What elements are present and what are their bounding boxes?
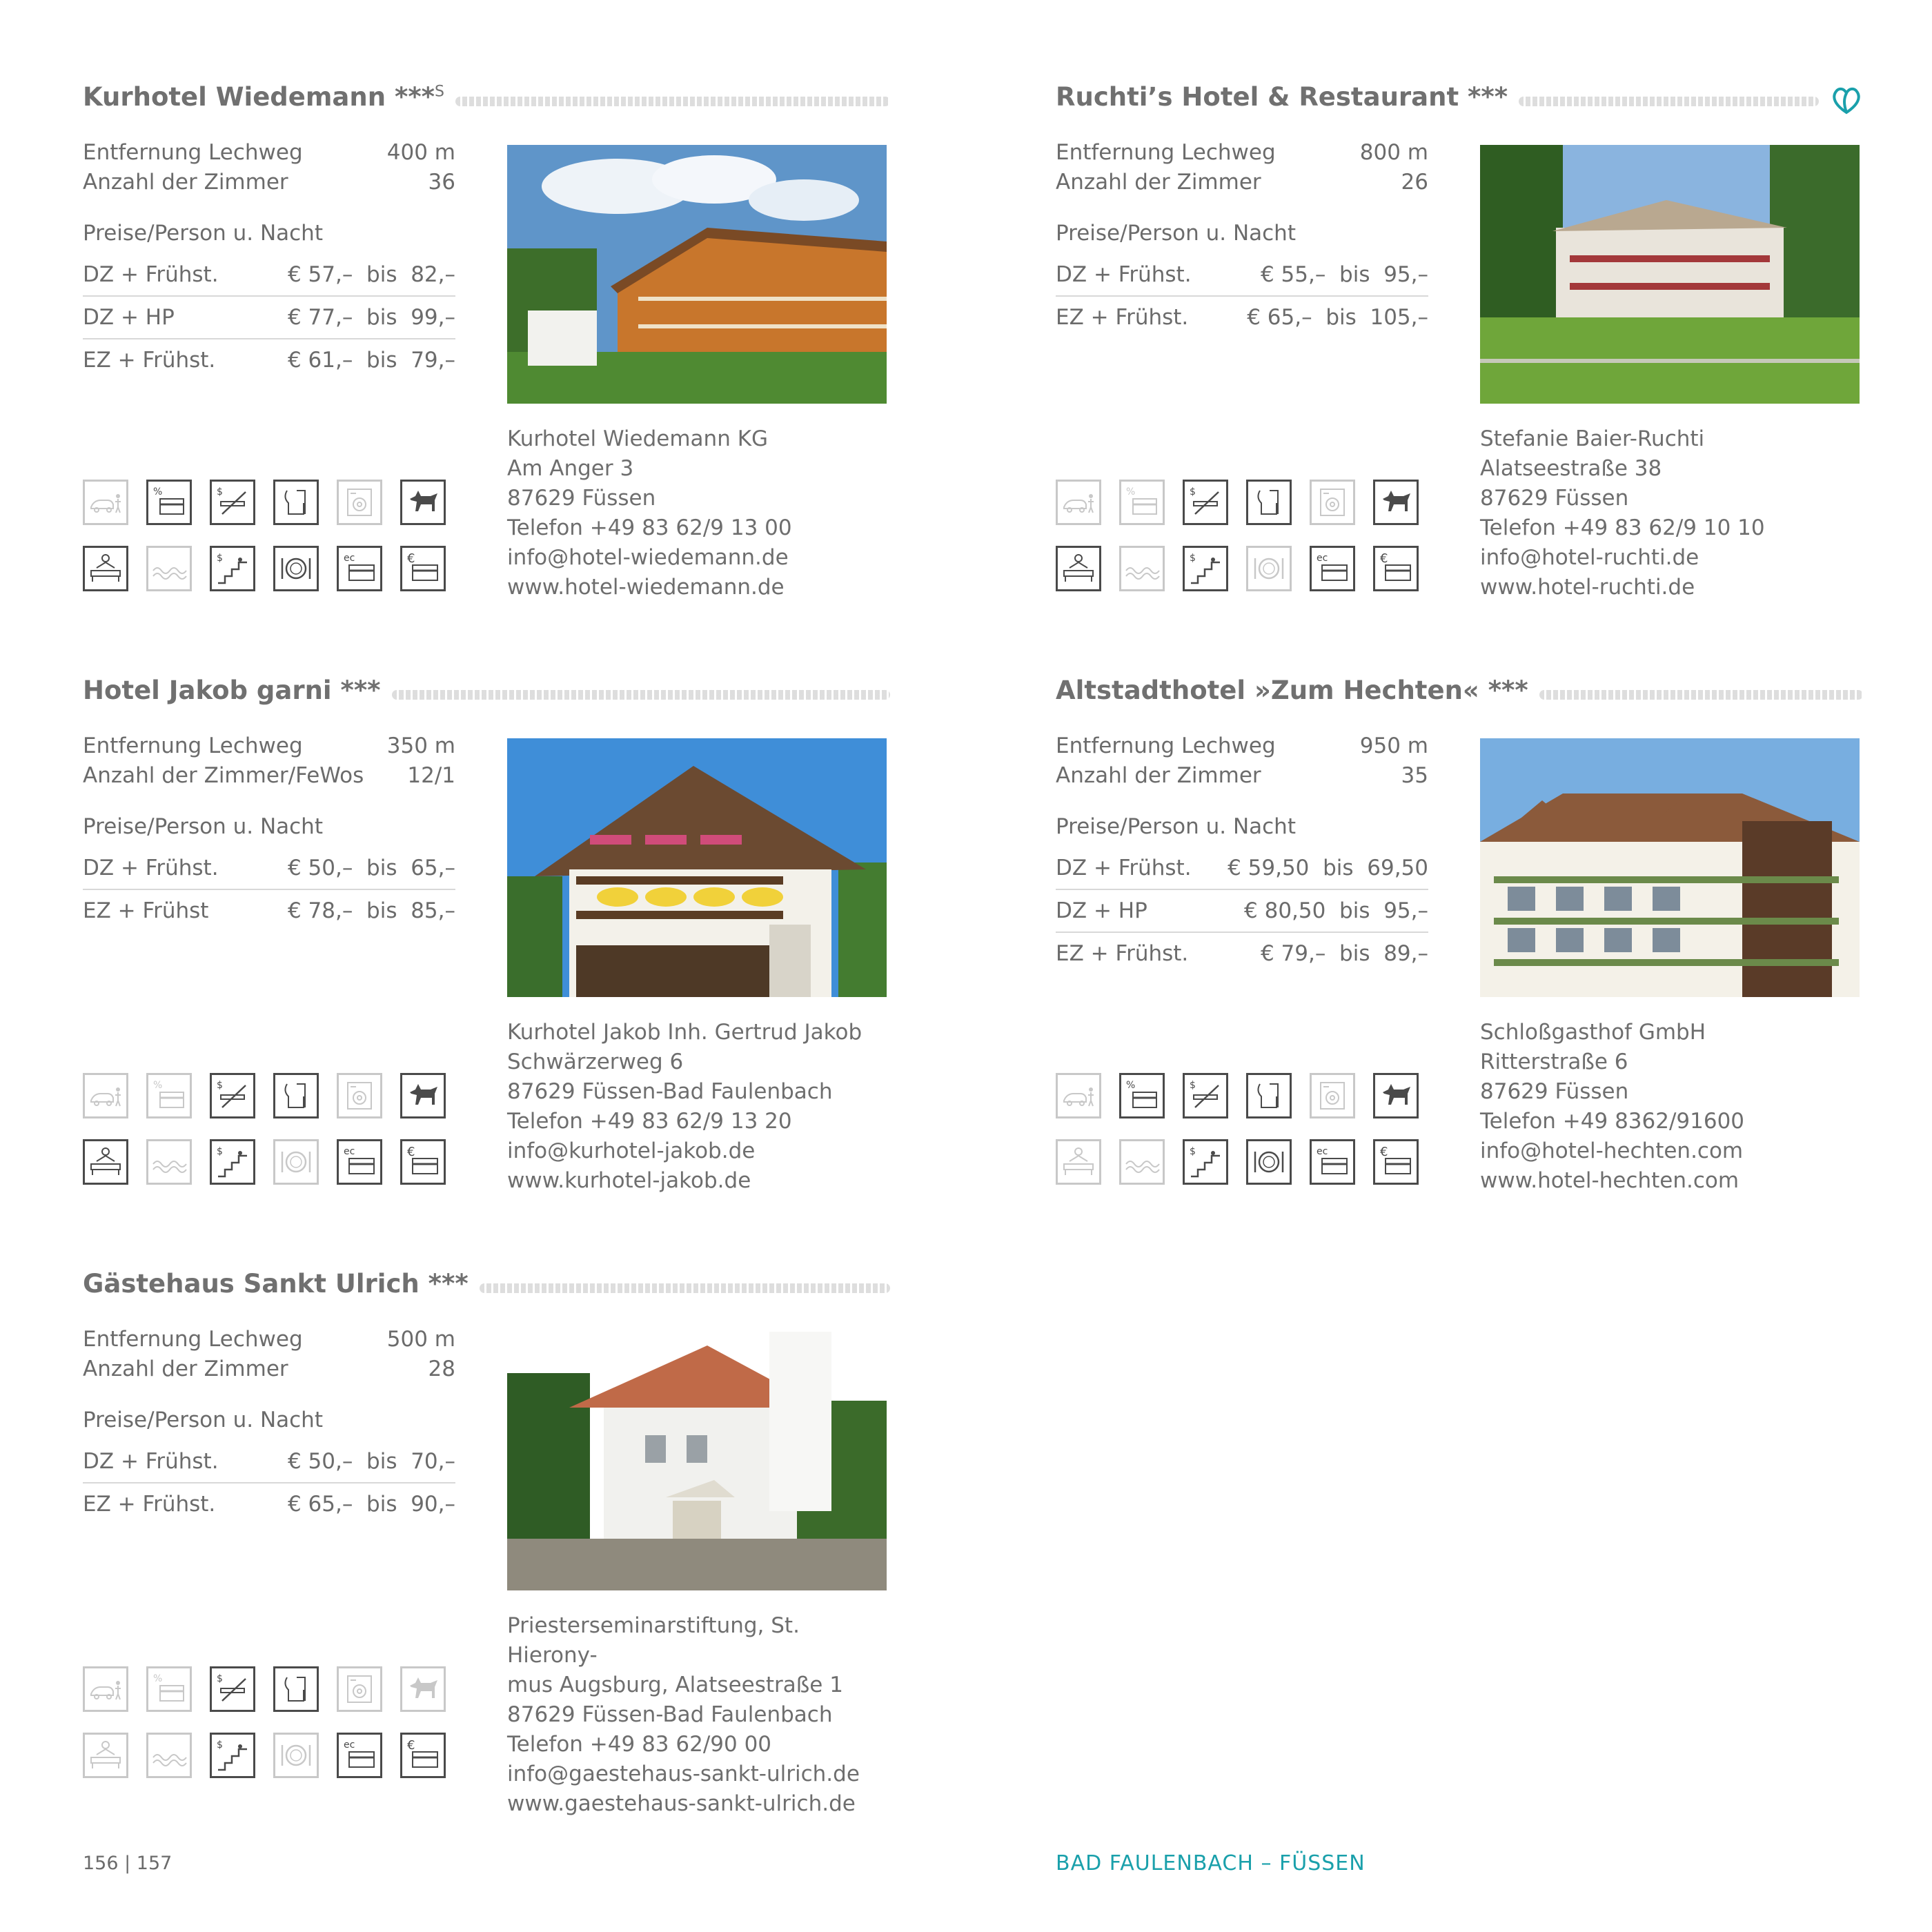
hotel-name bbox=[83, 676, 381, 705]
address-line: Telefon +49 83 62/9 13 00 bbox=[507, 515, 792, 540]
hotel-photo bbox=[507, 738, 887, 997]
price-row bbox=[83, 339, 455, 381]
hotel-card bbox=[1056, 76, 1863, 656]
distance-row bbox=[1056, 731, 1428, 761]
distance-value: 400 m bbox=[386, 140, 455, 165]
hotel-name bbox=[1056, 82, 1508, 112]
non-smoking-icon bbox=[1183, 480, 1228, 525]
wavy-divider bbox=[1539, 690, 1863, 700]
amenity-icon-row bbox=[83, 1073, 459, 1118]
massage-icon bbox=[83, 1139, 128, 1185]
website-link[interactable]: www.hotel-wiedemann.de bbox=[507, 575, 785, 600]
restaurant-icon bbox=[273, 1139, 319, 1185]
stairs-icon bbox=[210, 1139, 255, 1185]
hotel-facts bbox=[83, 138, 455, 197]
hotel-facts bbox=[1056, 731, 1428, 791]
amenity-icons bbox=[1056, 1073, 1432, 1205]
amenity-icon-row bbox=[83, 546, 459, 591]
dog-icon bbox=[1373, 480, 1419, 525]
hotel-name-text: Gästehaus Sankt Ulrich *** bbox=[83, 1268, 469, 1299]
hotel-name-text: Ruchti’s Hotel & Restaurant *** bbox=[1056, 81, 1508, 112]
price-label: EZ + Frühst bbox=[83, 898, 209, 923]
rooms-label: Anzahl der Zimmer/FeWos bbox=[83, 763, 364, 788]
price-row bbox=[1056, 254, 1428, 297]
price-row bbox=[83, 1441, 455, 1483]
rooms-value: 12/1 bbox=[407, 763, 455, 788]
price-table bbox=[1056, 847, 1428, 974]
hotel-title-row bbox=[83, 669, 890, 711]
parking-icon bbox=[83, 1073, 128, 1118]
hotel-rating-superior: S bbox=[435, 83, 444, 101]
distance-row bbox=[83, 731, 455, 761]
rooms-row bbox=[83, 761, 455, 791]
stairs-icon bbox=[210, 546, 255, 591]
address-line: Telefon +49 83 62/9 10 10 bbox=[1480, 515, 1765, 540]
svg-text:%: % bbox=[1126, 1080, 1136, 1091]
price-row bbox=[1056, 890, 1428, 933]
restaurant-icon bbox=[273, 1733, 319, 1778]
rooms-label: Anzahl der Zimmer bbox=[1056, 170, 1261, 195]
prices-heading: Preise/Person u. Nacht bbox=[83, 221, 323, 246]
wellness-icon bbox=[146, 1733, 192, 1778]
hotel-photo bbox=[507, 1332, 887, 1590]
rooms-row bbox=[83, 168, 455, 197]
hotel-card bbox=[1056, 669, 1863, 1249]
address-line: Priesterseminarstiftung, St. Hierony- bbox=[507, 1613, 800, 1668]
svg-text:$: $ bbox=[217, 486, 223, 497]
website-link[interactable]: www.hotel-ruchti.de bbox=[1480, 575, 1695, 600]
non-smoking-icon bbox=[210, 480, 255, 525]
distance-label: Entfernung Lechweg bbox=[83, 1327, 303, 1352]
distance-value: 500 m bbox=[386, 1327, 455, 1352]
svg-text:$: $ bbox=[1190, 553, 1196, 564]
discount-card-icon bbox=[146, 1666, 192, 1712]
restaurant-icon bbox=[273, 546, 319, 591]
heart-icon bbox=[1830, 83, 1863, 117]
washing-machine-icon bbox=[1310, 480, 1355, 525]
price-label: DZ + HP bbox=[1056, 898, 1147, 923]
price-row bbox=[83, 297, 455, 339]
hotel-card bbox=[83, 76, 890, 656]
price-table bbox=[83, 847, 455, 931]
euro-card-icon bbox=[400, 546, 446, 591]
hotel-contact bbox=[507, 1018, 890, 1196]
hotel-facts bbox=[83, 1325, 455, 1384]
address-line: Kurhotel Jakob Inh. Gertrud Jakob bbox=[507, 1020, 862, 1045]
region-label: BAD FAULENBACH – FÜSSEN bbox=[1056, 1851, 1366, 1875]
discount-card-icon bbox=[146, 480, 192, 525]
svg-text:$: $ bbox=[217, 1146, 223, 1157]
dog-icon bbox=[400, 1666, 446, 1712]
price-label: EZ + Frühst. bbox=[1056, 305, 1189, 330]
price-value: € 50,– bis 70,– bbox=[287, 1449, 455, 1474]
address-line: Telefon +49 83 62/9 13 20 bbox=[507, 1109, 792, 1134]
svg-text:€: € bbox=[1380, 1145, 1388, 1159]
ec-card-icon bbox=[1310, 546, 1355, 591]
rooms-row bbox=[1056, 168, 1428, 197]
price-table bbox=[83, 254, 455, 381]
price-label: DZ + Frühst. bbox=[1056, 262, 1192, 287]
drying-room-icon bbox=[273, 480, 319, 525]
hotel-title-row bbox=[83, 76, 890, 117]
rooms-row bbox=[1056, 761, 1428, 791]
address-line: mus Augsburg, Alatseestraße 1 bbox=[507, 1673, 843, 1697]
svg-text:%: % bbox=[153, 486, 163, 497]
svg-text:ec: ec bbox=[1317, 1146, 1328, 1157]
amenity-icon-row bbox=[1056, 1139, 1432, 1185]
hotel-name bbox=[83, 82, 444, 112]
hotel-contact bbox=[507, 424, 890, 602]
stairs-icon bbox=[210, 1733, 255, 1778]
price-row bbox=[1056, 297, 1428, 338]
rooms-value: 28 bbox=[428, 1357, 455, 1381]
amenity-icon-row bbox=[83, 1733, 459, 1778]
price-value: € 65,– bis 105,– bbox=[1247, 305, 1428, 330]
amenity-icon-row bbox=[1056, 480, 1432, 525]
stairs-icon bbox=[1183, 546, 1228, 591]
amenity-icons bbox=[83, 480, 459, 612]
page-numbers: 156 | 157 bbox=[83, 1853, 172, 1874]
address-line: 87629 Füssen bbox=[1480, 486, 1629, 511]
parking-icon bbox=[83, 480, 128, 525]
washing-machine-icon bbox=[337, 480, 382, 525]
non-smoking-icon bbox=[210, 1666, 255, 1712]
address-line: Am Anger 3 bbox=[507, 456, 634, 481]
non-smoking-icon bbox=[1183, 1073, 1228, 1118]
price-label: DZ + HP bbox=[83, 305, 175, 330]
hotel-contact bbox=[1480, 424, 1863, 602]
amenity-icons bbox=[83, 1073, 459, 1205]
parking-icon bbox=[83, 1666, 128, 1712]
address-line: Telefon +49 8362/91600 bbox=[1480, 1109, 1745, 1134]
euro-card-icon bbox=[1373, 546, 1419, 591]
wavy-divider bbox=[480, 1283, 890, 1293]
hotel-photo bbox=[1480, 738, 1860, 997]
price-table bbox=[83, 1441, 455, 1525]
website-link[interactable]: www.gaestehaus-sankt-ulrich.de bbox=[507, 1791, 856, 1816]
hotel-title-row bbox=[1056, 76, 1863, 117]
wellness-icon bbox=[146, 546, 192, 591]
price-value: € 65,– bis 90,– bbox=[287, 1492, 455, 1517]
address-line: Ritterstraße 6 bbox=[1480, 1049, 1628, 1074]
washing-machine-icon bbox=[337, 1666, 382, 1712]
euro-card-icon bbox=[1373, 1139, 1419, 1185]
price-value: € 57,– bis 82,– bbox=[287, 262, 455, 287]
svg-text:$: $ bbox=[217, 1739, 223, 1751]
prices-heading: Preise/Person u. Nacht bbox=[1056, 814, 1296, 839]
amenity-icon-row bbox=[83, 480, 459, 525]
euro-card-icon bbox=[400, 1139, 446, 1185]
price-label: EZ + Frühst. bbox=[83, 1492, 216, 1517]
email-link[interactable]: info@hotel-wiedemann.de bbox=[507, 545, 789, 570]
price-label: EZ + Frühst. bbox=[83, 348, 216, 373]
restaurant-icon bbox=[1246, 1139, 1292, 1185]
wavy-divider bbox=[392, 690, 890, 700]
amenity-icons bbox=[83, 1666, 459, 1799]
price-row bbox=[83, 1483, 455, 1525]
hotel-card bbox=[83, 1263, 890, 1842]
massage-icon bbox=[83, 546, 128, 591]
price-value: € 78,– bis 85,– bbox=[287, 898, 455, 923]
address-line: Telefon +49 83 62/90 00 bbox=[507, 1732, 772, 1757]
rooms-label: Anzahl der Zimmer bbox=[1056, 763, 1261, 788]
price-label: DZ + Frühst. bbox=[83, 262, 219, 287]
svg-text:%: % bbox=[153, 1080, 163, 1091]
amenity-icon-row bbox=[1056, 546, 1432, 591]
hotel-title-row bbox=[83, 1263, 890, 1304]
distance-value: 800 m bbox=[1359, 140, 1428, 165]
massage-icon bbox=[1056, 546, 1101, 591]
price-label: DZ + Frühst. bbox=[83, 1449, 219, 1474]
hotel-name bbox=[1056, 676, 1528, 705]
prices-heading: Preise/Person u. Nacht bbox=[1056, 221, 1296, 246]
rooms-value: 26 bbox=[1401, 170, 1428, 195]
dog-icon bbox=[400, 1073, 446, 1118]
price-value: € 79,– bis 89,– bbox=[1260, 941, 1428, 966]
email-link[interactable]: info@kurhotel-jakob.de bbox=[507, 1138, 756, 1163]
amenity-icon-row bbox=[83, 1666, 459, 1712]
svg-text:$: $ bbox=[1190, 486, 1196, 497]
svg-text:ec: ec bbox=[344, 1739, 355, 1751]
wavy-divider bbox=[455, 97, 890, 106]
svg-text:€: € bbox=[407, 551, 415, 566]
washing-machine-icon bbox=[1310, 1073, 1355, 1118]
svg-text:%: % bbox=[153, 1673, 163, 1684]
price-label: DZ + Frühst. bbox=[83, 856, 219, 880]
drying-room-icon bbox=[1246, 1073, 1292, 1118]
address-line: Schwärzerweg 6 bbox=[507, 1049, 684, 1074]
discount-card-icon bbox=[1119, 1073, 1165, 1118]
svg-text:$: $ bbox=[217, 1673, 223, 1684]
svg-text:€: € bbox=[407, 1145, 415, 1159]
svg-text:€: € bbox=[1380, 551, 1388, 566]
svg-text:$: $ bbox=[217, 1080, 223, 1091]
price-row bbox=[1056, 847, 1428, 890]
prices-heading: Preise/Person u. Nacht bbox=[83, 814, 323, 839]
wavy-divider bbox=[1519, 97, 1819, 106]
svg-text:$: $ bbox=[1190, 1080, 1196, 1091]
amenity-icon-row bbox=[83, 1139, 459, 1185]
hotel-title-row bbox=[1056, 669, 1863, 711]
amenity-icon-row bbox=[1056, 1073, 1432, 1118]
price-value: € 59,50 bis 69,50 bbox=[1228, 856, 1428, 880]
website-link[interactable]: www.hotel-hechten.com bbox=[1480, 1168, 1739, 1193]
massage-icon bbox=[83, 1733, 128, 1778]
rooms-row bbox=[83, 1354, 455, 1384]
hotel-name-text: Kurhotel Wiedemann *** bbox=[83, 81, 435, 112]
price-table bbox=[1056, 254, 1428, 338]
svg-text:$: $ bbox=[1190, 1146, 1196, 1157]
address-line: Schloßgasthof GmbH bbox=[1480, 1020, 1706, 1045]
drying-room-icon bbox=[273, 1666, 319, 1712]
distance-row bbox=[83, 138, 455, 168]
distance-row bbox=[1056, 138, 1428, 168]
parking-icon bbox=[1056, 480, 1101, 525]
address-line: 87629 Füssen bbox=[1480, 1079, 1629, 1104]
drying-room-icon bbox=[1246, 480, 1292, 525]
distance-label: Entfernung Lechweg bbox=[83, 140, 303, 165]
hotel-name-text: Hotel Jakob garni *** bbox=[83, 675, 381, 705]
hotel-name bbox=[83, 1269, 469, 1299]
wellness-icon bbox=[146, 1139, 192, 1185]
ec-card-icon bbox=[337, 1733, 382, 1778]
svg-text:ec: ec bbox=[344, 1146, 355, 1157]
address-line: 87629 Füssen-Bad Faulenbach bbox=[507, 1079, 833, 1104]
dog-icon bbox=[400, 480, 446, 525]
restaurant-icon bbox=[1246, 546, 1292, 591]
ec-card-icon bbox=[337, 1139, 382, 1185]
svg-text:%: % bbox=[1126, 486, 1136, 497]
price-row bbox=[83, 890, 455, 931]
dog-icon bbox=[1373, 1073, 1419, 1118]
hotel-contact bbox=[507, 1611, 890, 1819]
wellness-icon bbox=[1119, 1139, 1165, 1185]
price-value: € 50,– bis 65,– bbox=[287, 856, 455, 880]
svg-text:ec: ec bbox=[344, 553, 355, 564]
hotel-name-text: Altstadthotel »Zum Hechten« *** bbox=[1056, 675, 1528, 705]
email-link[interactable]: info@gaestehaus-sankt-ulrich.de bbox=[507, 1762, 860, 1786]
address-line: 87629 Füssen bbox=[507, 486, 656, 511]
drying-room-icon bbox=[273, 1073, 319, 1118]
stairs-icon bbox=[1183, 1139, 1228, 1185]
price-value: € 77,– bis 99,– bbox=[287, 305, 455, 330]
rooms-value: 35 bbox=[1401, 763, 1428, 788]
wellness-icon bbox=[1119, 546, 1165, 591]
distance-value: 350 m bbox=[386, 733, 455, 758]
discount-card-icon bbox=[1119, 480, 1165, 525]
price-label: EZ + Frühst. bbox=[1056, 941, 1189, 966]
hotel-facts bbox=[83, 731, 455, 791]
massage-icon bbox=[1056, 1139, 1101, 1185]
prices-heading: Preise/Person u. Nacht bbox=[83, 1408, 323, 1432]
svg-text:€: € bbox=[407, 1738, 415, 1753]
distance-row bbox=[83, 1325, 455, 1354]
price-value: € 55,– bis 95,– bbox=[1260, 262, 1428, 287]
parking-icon bbox=[1056, 1073, 1101, 1118]
website-link[interactable]: www.kurhotel-jakob.de bbox=[507, 1168, 751, 1193]
address-line: Alatseestraße 38 bbox=[1480, 456, 1662, 481]
email-link[interactable]: info@hotel-ruchti.de bbox=[1480, 545, 1699, 570]
distance-label: Entfernung Lechweg bbox=[83, 733, 303, 758]
ec-card-icon bbox=[1310, 1139, 1355, 1185]
svg-text:ec: ec bbox=[1317, 553, 1328, 564]
ec-card-icon bbox=[337, 546, 382, 591]
non-smoking-icon bbox=[210, 1073, 255, 1118]
email-link[interactable]: info@hotel-hechten.com bbox=[1480, 1138, 1744, 1163]
amenity-icons bbox=[1056, 480, 1432, 612]
price-value: € 80,50 bis 95,– bbox=[1244, 898, 1428, 923]
address-line: 87629 Füssen-Bad Faulenbach bbox=[507, 1702, 833, 1727]
svg-text:$: $ bbox=[217, 553, 223, 564]
rooms-label: Anzahl der Zimmer bbox=[83, 170, 288, 195]
washing-machine-icon bbox=[337, 1073, 382, 1118]
price-row bbox=[83, 254, 455, 297]
price-label: DZ + Frühst. bbox=[1056, 856, 1192, 880]
rooms-label: Anzahl der Zimmer bbox=[83, 1357, 288, 1381]
hotel-card bbox=[83, 669, 890, 1249]
euro-card-icon bbox=[400, 1733, 446, 1778]
distance-label: Entfernung Lechweg bbox=[1056, 140, 1276, 165]
hotel-photo bbox=[1480, 145, 1860, 404]
price-row bbox=[83, 847, 455, 890]
address-line: Stefanie Baier-Ruchti bbox=[1480, 426, 1705, 451]
price-value: € 61,– bis 79,– bbox=[287, 348, 455, 373]
price-row bbox=[1056, 933, 1428, 974]
address-line: Kurhotel Wiedemann KG bbox=[507, 426, 769, 451]
discount-card-icon bbox=[146, 1073, 192, 1118]
hotel-contact bbox=[1480, 1018, 1863, 1196]
hotel-photo bbox=[507, 145, 887, 404]
distance-label: Entfernung Lechweg bbox=[1056, 733, 1276, 758]
hotel-facts bbox=[1056, 138, 1428, 197]
distance-value: 950 m bbox=[1359, 733, 1428, 758]
rooms-value: 36 bbox=[428, 170, 455, 195]
